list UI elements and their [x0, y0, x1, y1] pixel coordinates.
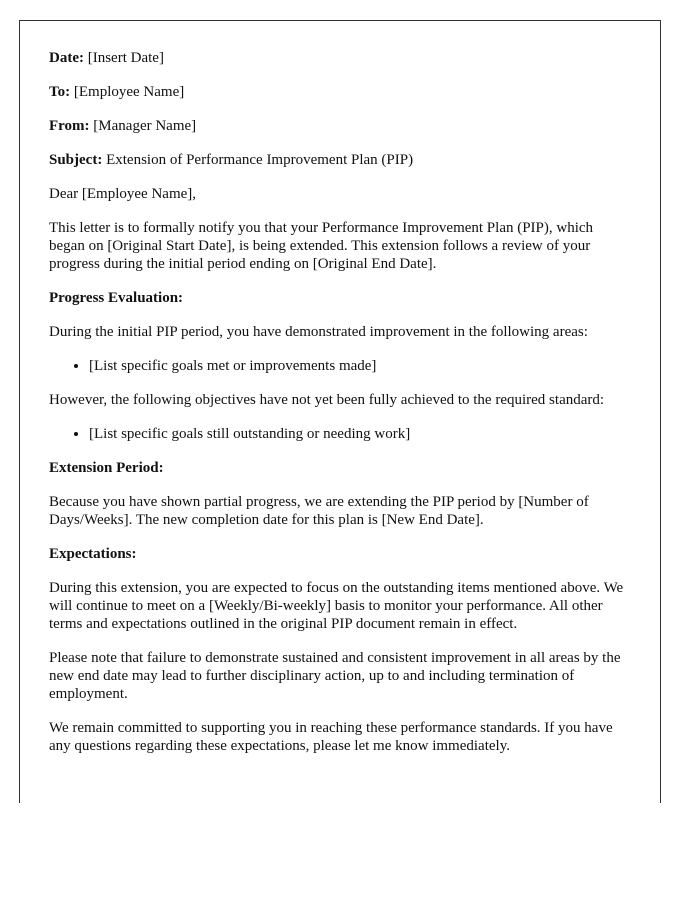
outstanding-text: However, the following objectives have not yet been fully achieved to the required standard: — [49, 392, 605, 408]
date-label: Date: — [49, 50, 84, 66]
expectations-paragraph: During this extension, you are expected to focus on the outstanding items mentioned above. We will continue to meet on a [Weekly/Bi-weekly] basis to monitor your performance. All other terms and expectations outlined in the original PIP document remain in effect. — [49, 580, 624, 632]
letter-page — [19, 20, 661, 803]
progress-heading — [49, 289, 631, 307]
subject-value: Extension of Performance Improvement Plan (PIP) — [106, 152, 414, 168]
intro-paragraph: This letter is to formally notify you that your Performance Improvement Plan (PIP), which began on [Original Start Date], is being extended. This extension follows a review of your progress during the initial period ending on [Original End Date]. — [49, 220, 594, 272]
expectations-heading — [49, 545, 631, 563]
closing-paragraph: We remain committed to supporting you in reaching these performance standards. If you have any questions regarding these expectations, please let me know immediately. — [49, 720, 613, 754]
to-label: To: — [49, 84, 71, 100]
to-line — [49, 83, 631, 101]
list-item: • [List specific goals met or improvements made] — [89, 357, 631, 375]
improved-list — [49, 357, 631, 375]
extension-heading-text: Extension Period: — [49, 460, 164, 476]
expectations-heading-text: Expectations: — [49, 546, 137, 562]
progress-heading-text: Progress Evaluation: — [49, 290, 184, 306]
from-value: [Manager Name] — [93, 118, 197, 134]
extension-heading — [49, 459, 631, 477]
list-item: • [List specific goals still outstanding or needing work] — [89, 425, 631, 443]
improved-text: During the initial PIP period, you have demonstrated improvement in the following areas: — [49, 324, 588, 340]
date-line — [49, 49, 631, 67]
from-line — [49, 117, 631, 135]
date-value: [Insert Date] — [87, 50, 164, 66]
to-value: [Employee Name] — [73, 84, 185, 100]
salutation: Dear [Employee Name], — [49, 186, 197, 202]
warning-paragraph: Please note that failure to demonstrate sustained and consistent improvement in all areas by the new end date may lead to further disciplinary action, up to and including termination of employment. — [49, 650, 621, 702]
outstanding-list — [49, 425, 631, 443]
subject-line — [49, 151, 631, 169]
extension-paragraph: Because you have shown partial progress, we are extending the PIP period by [Number of Days/Weeks]. The new completion date for this plan is [New End Date]. — [49, 494, 589, 528]
subject-label: Subject: — [49, 152, 103, 168]
from-label: From: — [49, 118, 90, 134]
